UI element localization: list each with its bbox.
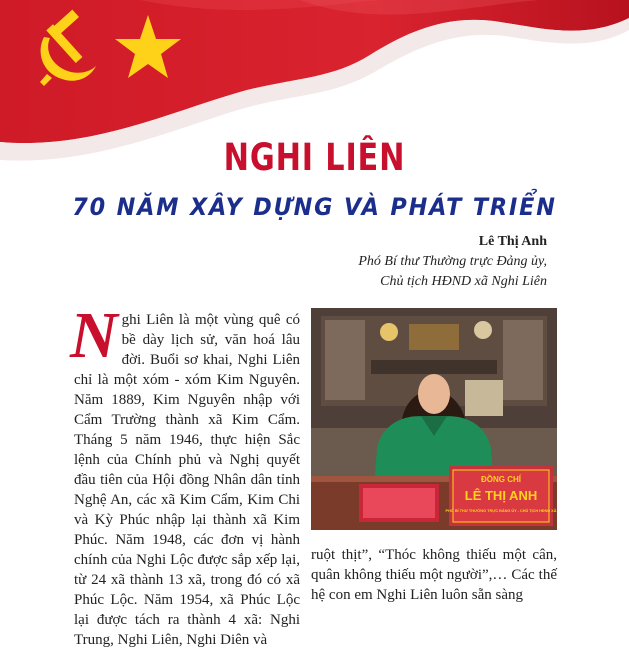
author-block [358,232,547,292]
nameplate-name: LÊ THỊ ANH [464,488,538,503]
nameplate-label: ĐỒNG CHÍ [481,475,521,484]
article-right-column: ruột thịt”, “Thóc không thiếu một cân, quân không thiếu một người”,… Các thế hệ con em Nghi Liên luôn sẵn sàng [311,547,557,603]
article-subtitle: 70 NĂM XÂY DỰNG VÀ PHÁT TRIỂN [72,193,557,221]
article-left-column [70,299,300,650]
portrait-photo [311,308,557,530]
article-title: NGHI LIÊN [223,136,406,179]
author-role-line2: Chủ tịch HĐND xã Nghi Liên [380,274,547,289]
left-column-text: ghi Liên là một vùng quê có bề dày lịch sử, văn hoá lâu đời. Buổi sơ khai, Nghi Liên chỉ là một xóm - xóm Kim Nguyên. Năm 1889, Kim Nguyên nhập với Cẩm Trường thành xã Kim Cẩm. Tháng 5 năm 1946, thực hiện Sắc lệnh của Chính phủ và Nghị quyết đầu tiên của Hội đồng Nhân dân tỉnh Nghệ An, các xã Kim Cẩm, Kim Chi và Kỳ Phúc nhập lại thành xã Kim Phúc. Năm 1948, các đơn vị hành chính của Nghi Lộc được sắp xếp lại, từ 24 xã thành 13 xã, trong đó có xã Phúc Lộc. Năm 1954, xã Phúc Lộc lại được tách ra thành 4 xã: Nghi Trung, Nghi Liên, Nghi Diên và [74,312,300,648]
author-role-line1: Phó Bí thư Thường trực Đảng ủy, [358,254,547,269]
drop-cap: N [70,299,118,372]
author-name: Lê Thị Anh [478,234,547,249]
nameplate-title: PHÓ BÍ THƯ THƯỜNG TRỰC ĐẢNG ỦY - CHỦ TỊCH HĐND XÃ [445,509,557,513]
